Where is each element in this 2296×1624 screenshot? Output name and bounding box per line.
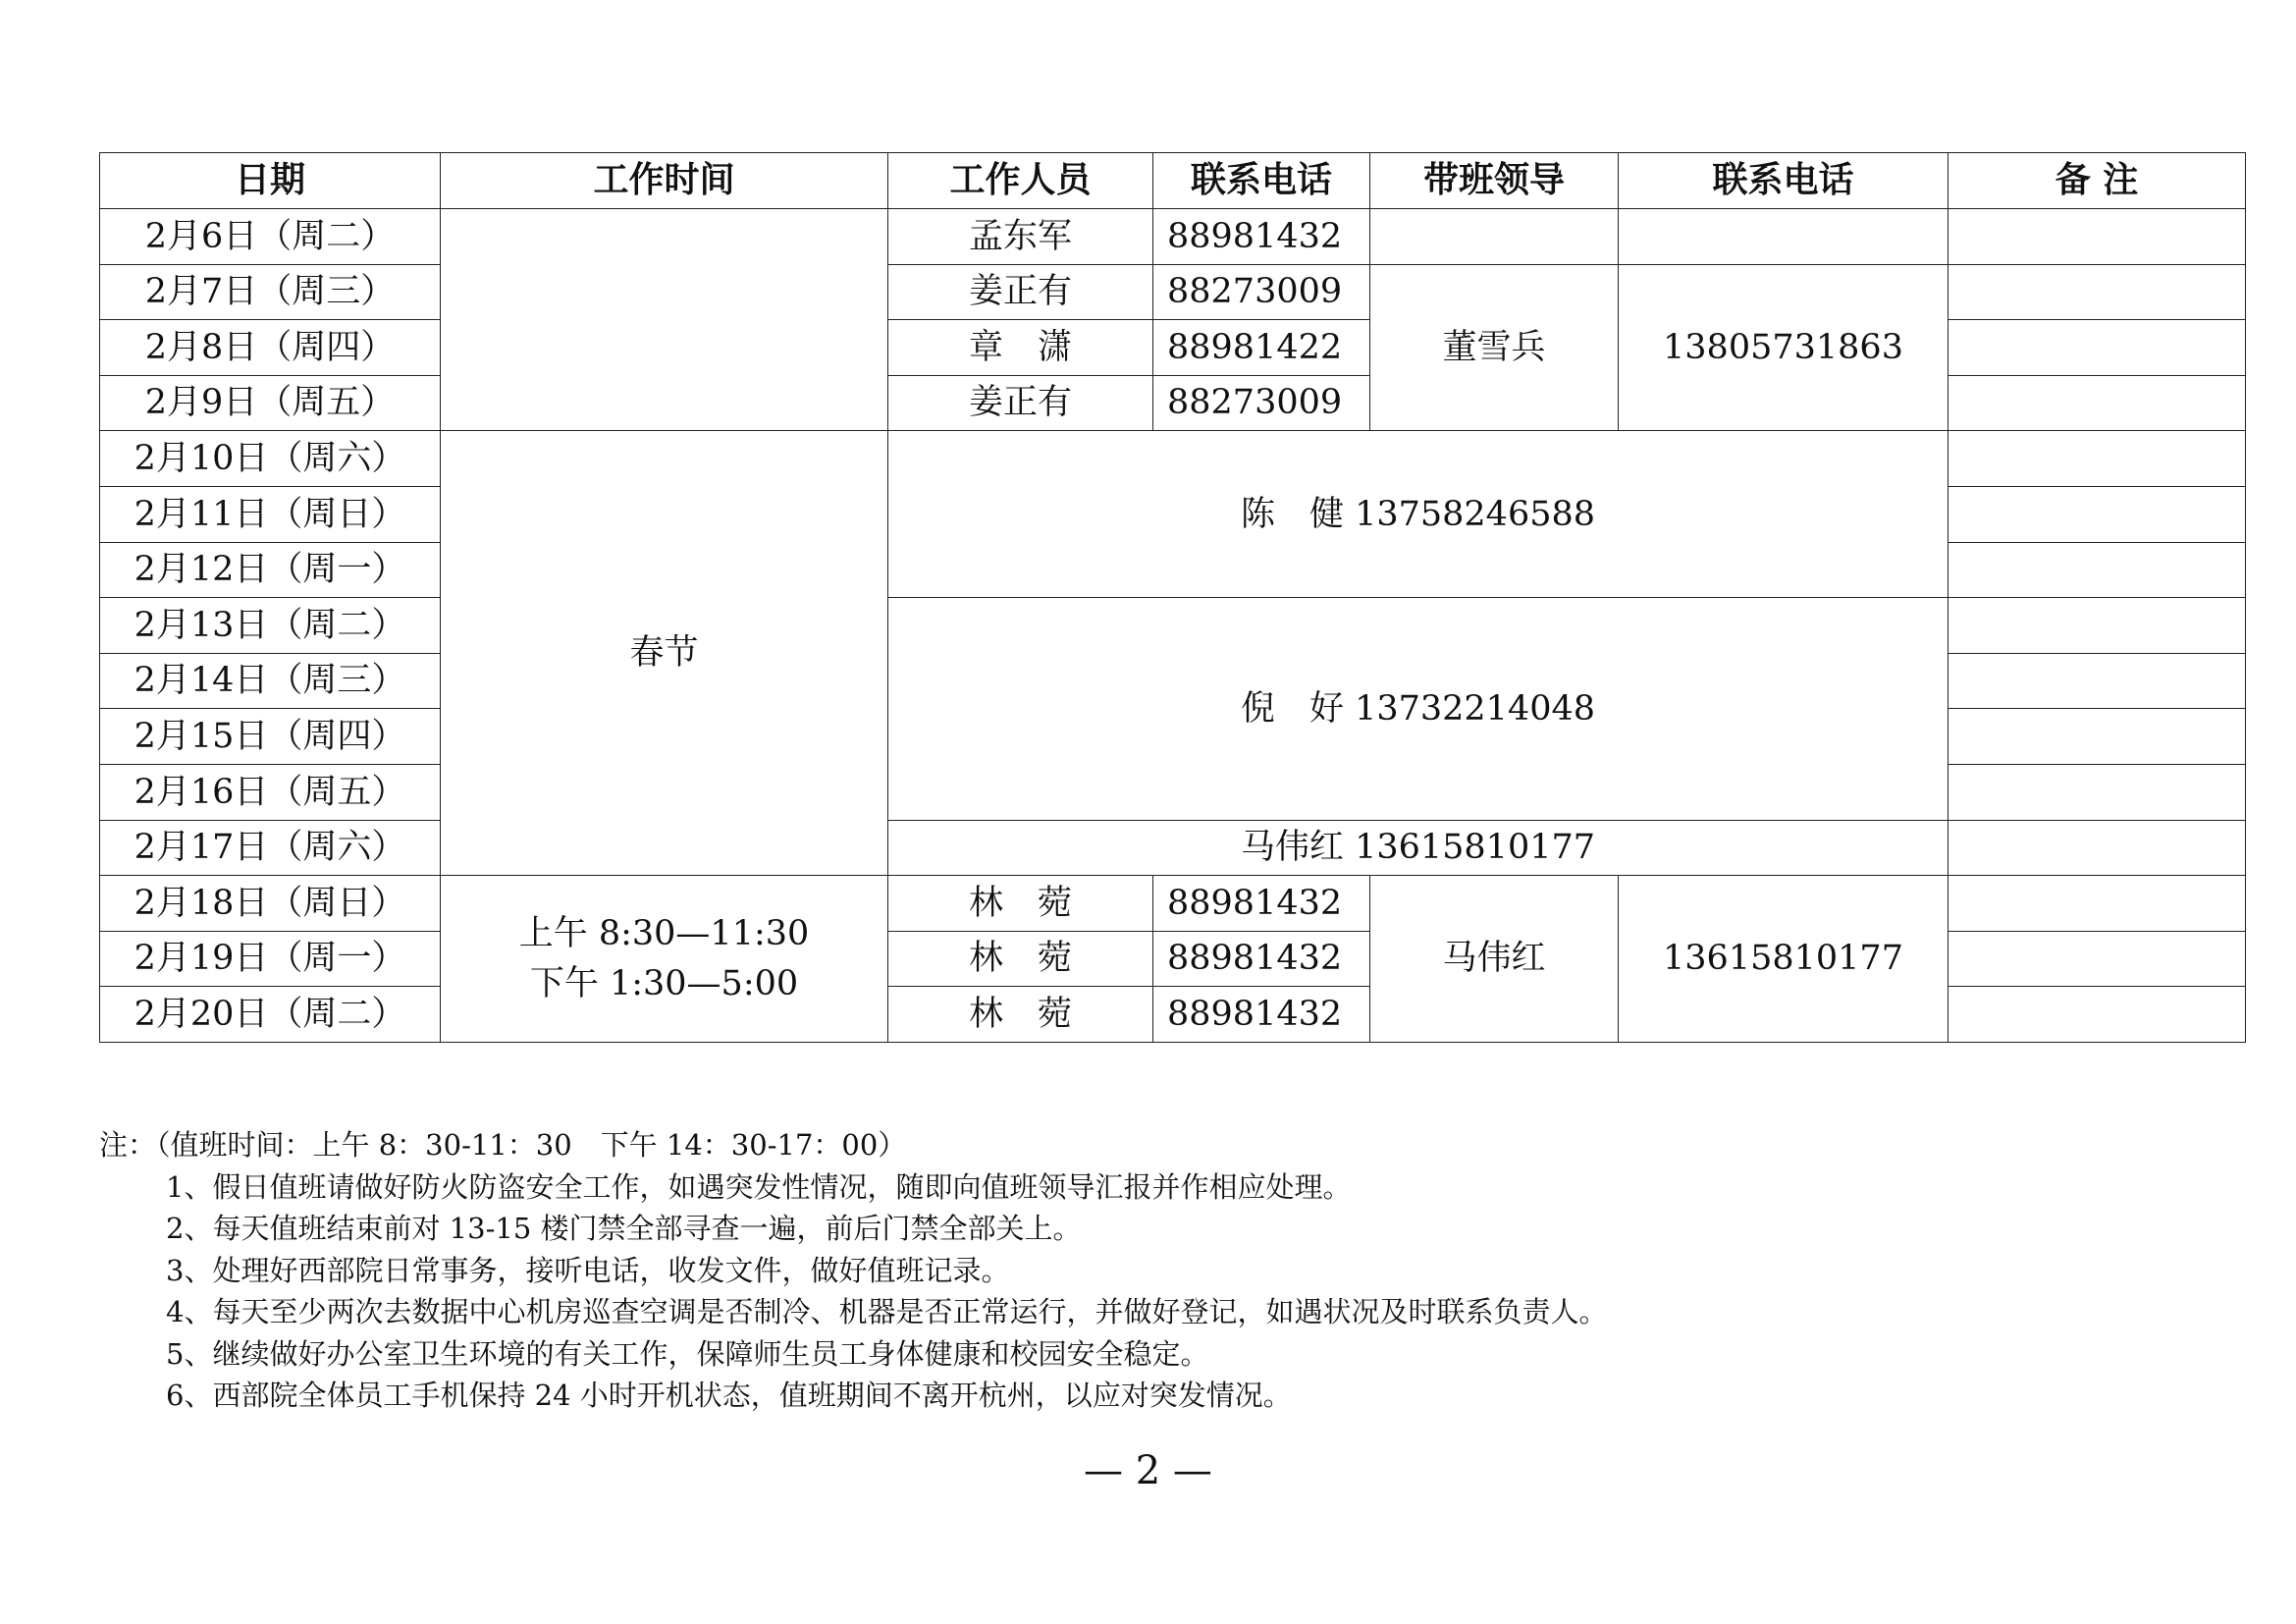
table-row (100, 209, 2246, 265)
date-cell: 2月10日（周六） (100, 431, 441, 487)
remarks-cell (1949, 876, 2246, 932)
date-cell: 2月9日（周五） (100, 375, 441, 431)
remarks-cell (1949, 987, 2246, 1043)
remarks-cell (1949, 931, 2246, 987)
remarks-cell (1949, 209, 2246, 265)
remarks-cell (1949, 598, 2246, 654)
header-leader: 带班领导 (1370, 153, 1619, 209)
table-row (100, 431, 2246, 487)
header-date: 日期 (100, 153, 441, 209)
table-row (100, 876, 2246, 932)
header-work-time: 工作时间 (441, 153, 888, 209)
date-cell: 2月8日（周四） (100, 320, 441, 376)
staff-phone-cell: 88981432 (1153, 876, 1370, 932)
date-cell: 2月14日（周三） (100, 653, 441, 709)
remarks-cell (1949, 486, 2246, 542)
remarks-cell (1949, 542, 2246, 598)
remarks-cell (1949, 820, 2246, 876)
holiday-duty-group-2: 倪 好 13732214048 (888, 598, 1949, 820)
note-item-3: 3、处理好西部院日常事务，接听电话，收发文件，做好值班记录。 (166, 1253, 1010, 1287)
date-cell: 2月6日（周二） (100, 209, 441, 265)
staff-phone-cell: 88273009 (1153, 375, 1370, 431)
staff-phone-cell: 88981432 (1153, 209, 1370, 265)
header-staff: 工作人员 (888, 153, 1153, 209)
staff-name-cell: 姜正有 (888, 375, 1153, 431)
page-number: — 2 — (1084, 1448, 1212, 1493)
staff-phone-cell: 88273009 (1153, 264, 1370, 320)
notes-section (99, 1124, 2239, 1417)
staff-phone-cell: 88981432 (1153, 987, 1370, 1043)
date-cell: 2月15日（周四） (100, 709, 441, 765)
staff-name-cell: 林 菀 (888, 876, 1153, 932)
note-item-4: 4、每天至少两次去数据中心机房巡查空调是否制冷、机器是否正常运行，并做好登记，如遇状况及时联系负责人。 (166, 1295, 1608, 1328)
date-cell: 2月16日（周五） (100, 764, 441, 820)
work-time-cell-empty (441, 209, 888, 431)
remarks-cell (1949, 764, 2246, 820)
note-item-6: 6、西部院全体员工手机保持 24 小时开机状态，值班期间不离开杭州，以应对突发情况。 (166, 1379, 1292, 1412)
header-staff-phone: 联系电话 (1153, 153, 1370, 209)
leader-phone-cell-empty (1619, 209, 1949, 265)
staff-phone-cell: 88981422 (1153, 320, 1370, 376)
remarks-cell (1949, 709, 2246, 765)
note-item-5: 5、继续做好办公室卫生环境的有关工作，保障师生员工身体健康和校园安全稳定。 (166, 1336, 1209, 1371)
staff-name-cell: 姜正有 (888, 264, 1153, 320)
remarks-cell (1949, 431, 2246, 487)
date-cell: 2月20日（周二） (100, 987, 441, 1043)
staff-name-cell: 章 潇 (888, 320, 1153, 376)
staff-name-cell: 孟东军 (888, 209, 1153, 265)
date-cell: 2月7日（周三） (100, 264, 441, 320)
leader-cell: 马伟红 (1370, 876, 1619, 1043)
header-leader-phone: 联系电话 (1619, 153, 1949, 209)
leader-phone-cell: 13805731863 (1619, 264, 1949, 431)
note-item-1: 1、假日值班请做好防火防盗安全工作，如遇突发性情况，随即向值班领导汇报并作相应处理。 (166, 1169, 1352, 1204)
table-row (100, 820, 2246, 876)
note-item-2: 2、每天值班结束前对 13-15 楼门禁全部寻查一遍，前后门禁全部关上。 (166, 1212, 1082, 1245)
staff-name-cell: 林 菀 (888, 931, 1153, 987)
work-time-am: 上午 8:30—11:30 (518, 913, 810, 953)
notes-heading: 注：（值班时间：上午 8：30-11：30 下午 14：30-17：00） (99, 1128, 907, 1162)
date-cell: 2月12日（周一） (100, 542, 441, 598)
holiday-duty-group-1: 陈 健 13758246588 (888, 431, 1949, 598)
table-header-row (100, 153, 2246, 209)
table-row (100, 264, 2246, 320)
remarks-cell (1949, 653, 2246, 709)
leader-cell-empty (1370, 209, 1619, 265)
staff-name-cell: 林 菀 (888, 987, 1153, 1043)
date-cell: 2月18日（周日） (100, 876, 441, 932)
work-time-cell (441, 876, 888, 1043)
work-time-pm: 下午 1:30—5:00 (529, 963, 799, 1003)
staff-phone-cell: 88981432 (1153, 931, 1370, 987)
table-row (100, 598, 2246, 654)
spring-festival-cell: 春节 (441, 431, 888, 876)
holiday-duty-group-3: 马伟红 13615810177 (888, 820, 1949, 876)
leader-phone-cell: 13615810177 (1619, 876, 1949, 1043)
remarks-cell (1949, 375, 2246, 431)
date-cell: 2月19日（周一） (100, 931, 441, 987)
date-cell: 2月11日（周日） (100, 486, 441, 542)
date-cell: 2月13日（周二） (100, 598, 441, 654)
duty-schedule-table (99, 152, 2246, 1043)
remarks-cell (1949, 264, 2246, 320)
date-cell: 2月17日（周六） (100, 820, 441, 876)
remarks-cell (1949, 320, 2246, 376)
header-remarks: 备 注 (1949, 153, 2246, 209)
leader-cell: 董雪兵 (1370, 264, 1619, 431)
